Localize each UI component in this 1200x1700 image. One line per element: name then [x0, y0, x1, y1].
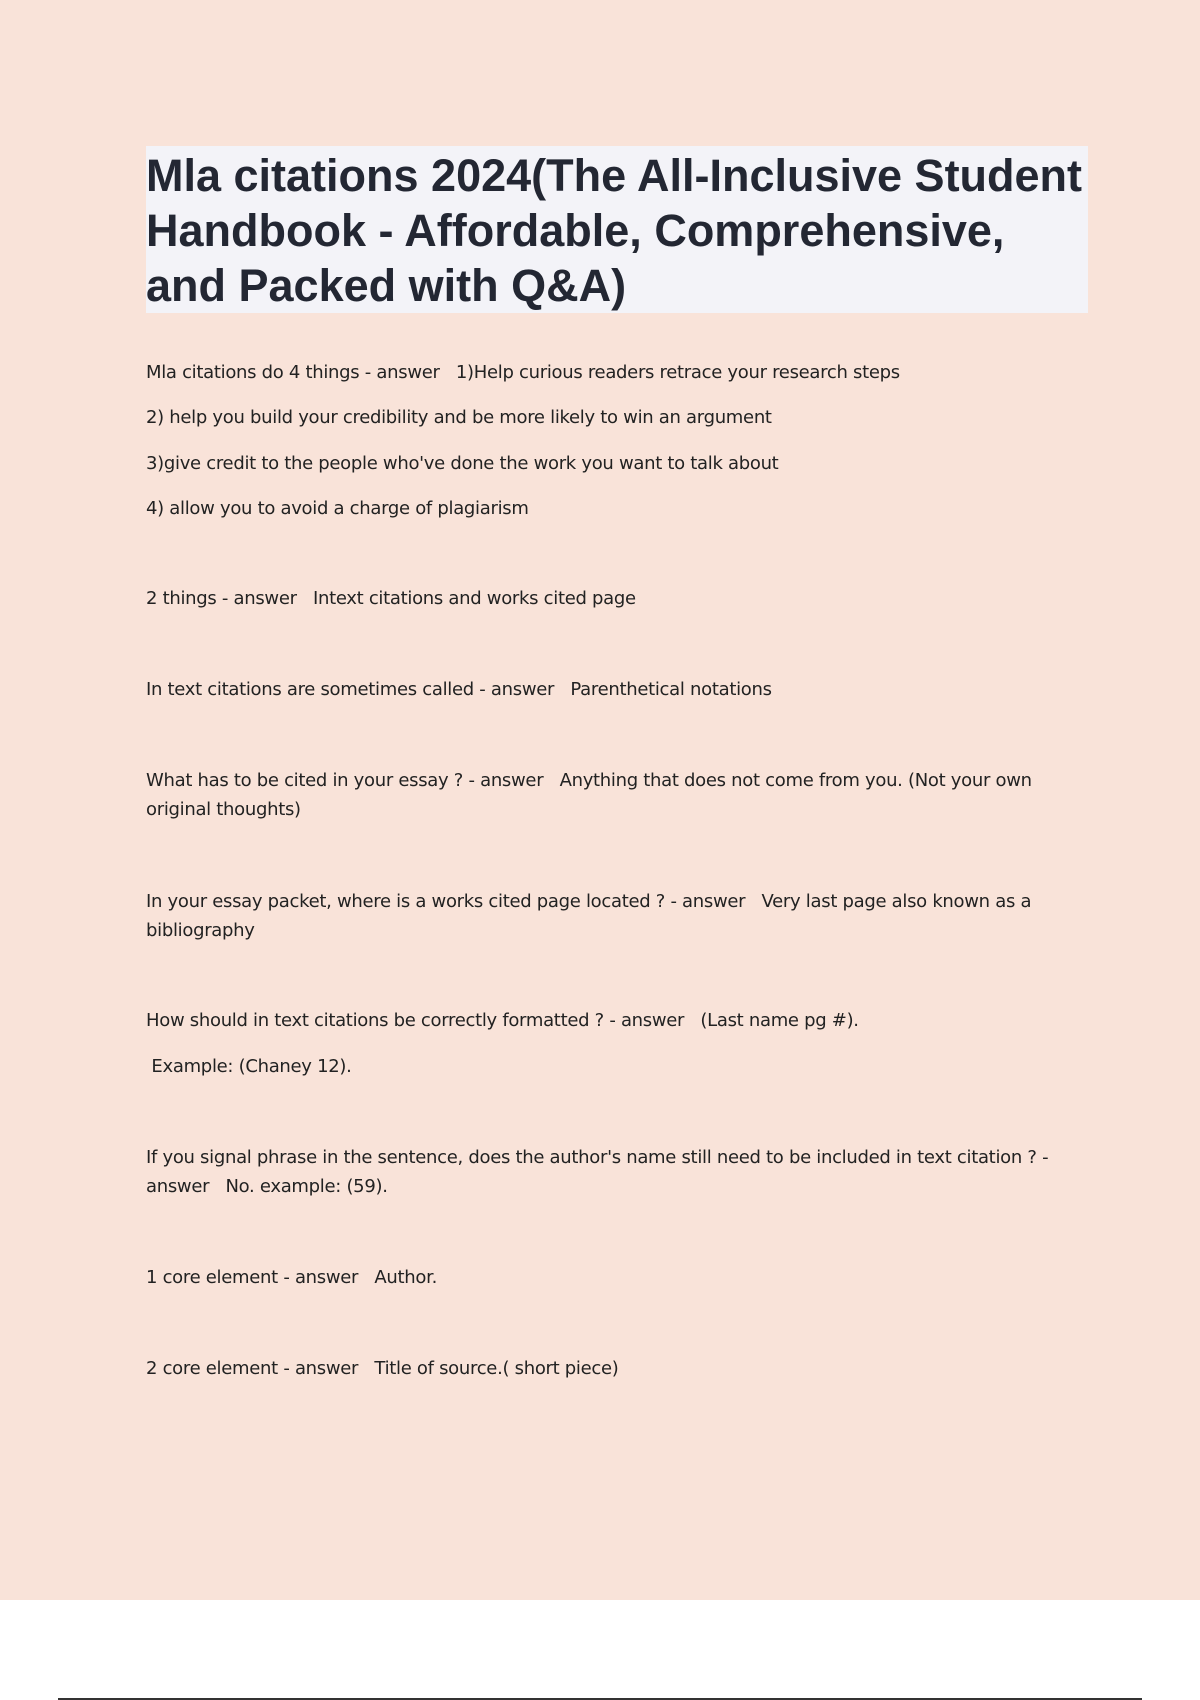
- qa-line: How should in text citations be correctly formatted ? - answer (Last name pg #).: [146, 1010, 859, 1031]
- qa-line: 3)give credit to the people who've done the work you want to talk about: [146, 453, 779, 474]
- document-title: Mla citations 2024(The All-Inclusive Student Handbook - Affordable, Comprehensive, and Packed with Q&A): [146, 150, 1083, 311]
- qa-line: In your essay packet, where is a works cited page located ? - answer Very last page also known as a bibliography: [146, 891, 1037, 941]
- qa-line: Mla citations do 4 things - answer 1)Help curious readers retrace your research steps: [146, 362, 900, 383]
- qa-line: 1 core element - answer Author.: [146, 1267, 437, 1288]
- qa-line: 2 core element - answer Title of source.( short piece): [146, 1358, 619, 1379]
- qa-line: 4) allow you to avoid a charge of plagiarism: [146, 498, 529, 519]
- qa-line: In text citations are sometimes called - answer Parenthetical notations: [146, 679, 772, 700]
- qa-line: If you signal phrase in the sentence, does the author's name still need to be included in text citation ? - answer No. example: (59).: [146, 1147, 1054, 1197]
- qa-line: 2) help you build your credibility and be more likely to win an argument: [146, 407, 772, 428]
- qa-line: 2 things - answer Intext citations and works cited page: [146, 588, 636, 609]
- qa-line: What has to be cited in your essay ? - answer Anything that does not come from you. (Not your own original thoughts): [146, 770, 1038, 820]
- qa-line: Example: (Chaney 12).: [146, 1056, 352, 1077]
